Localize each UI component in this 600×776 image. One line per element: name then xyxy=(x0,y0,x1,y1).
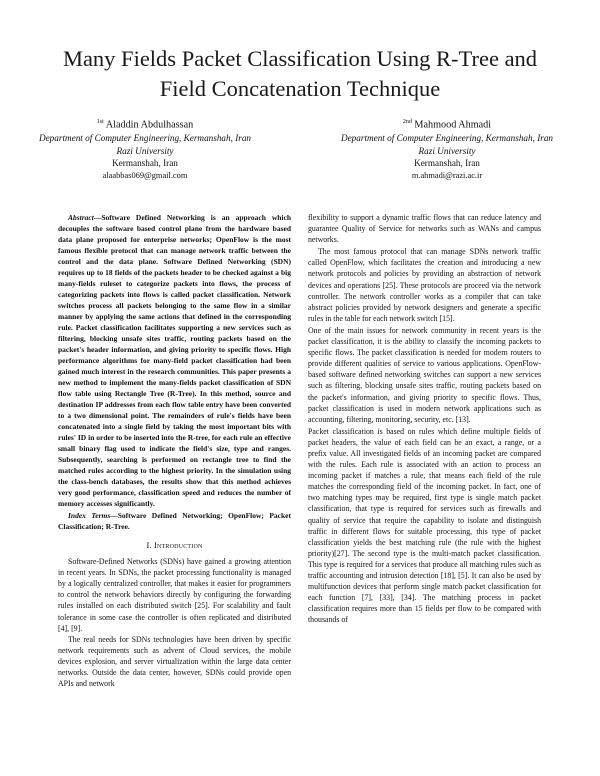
body-paragraph: The real needs for SDNs technologies have been driven by specific network requirements such as advent of Cloud services, the mobile devices explosion, and server virtualization within the large data center networks. Outside the data center, however, SDNs could provide open APIs and network xyxy=(58,634,291,689)
abstract xyxy=(58,212,291,509)
author-block-1 xyxy=(10,116,280,182)
body-paragraph: One of the main issues for network community in recent years is the packet classification, it is the ability to classify the incoming packets to specific flows. The packet classification is needed for modern routers to provide different qualities of service to various applications. OpenFlow-based software defined networking switches can support a new services such as filtering, blocking unsafe sites traffic, routing packets based on the packet's information, and giving priority to specific flows. Thus, packet classification is used in modern network applications such as accounting, filtering, monitoring, security, etc. [13]. xyxy=(308,325,541,424)
index-terms-lead: Index Terms xyxy=(68,511,111,520)
abstract-body: —Software Defined Networking is an approach which decouples the software based control plane from the hardware based data plane proposed for enterprise networks; OpenFlow is the most famous flexible protocol that can manage network traffic between the control and the data plane. Software Defined Networking (SDN) requires up to 18 fields of the packets header to be checked against a big many-fields ruleset to categorize packets into flows, the process of categorizing packets into flows is called packet classification. Network switches process all packets belonging to the same flow in a similar manner by applying the same actions that defined in the corresponding rule. Packet classification facilitates supporting a new services such as filtering, blocking unsafe sites traffic, routing packets based on the packet's header information, and giving priority to specific flows. High performance algorithms for many-field packet classification had been gained much interest in the research communities. This paper presents a new method to implement the many-fields packet classification of SDN flow table using Rectangle Tree (R-Tree). In this method, source and destination IP addresses from each flow table entry have been converted to a two dimensional point. The remainders of rule's fields have been concatenated into a single field by taking the most important bits with rules' ID in order to be inserted into the R-tree, for each rule an effective small binary flag used to indicate the field's size, type and ranges. Subsequently, searching is performed on rectangle tree to find the matched rules according to the highest priority. In the simulation using the class-bench databases, the results show that this method achieves very good performance, classification speed and reduces the number of memory accesses significantly. xyxy=(58,213,291,508)
right-column xyxy=(308,212,541,626)
title-line-1: Many Fields Packet Classification Using R-Tree and xyxy=(62,46,538,71)
author-city: Kermanshah, Iran xyxy=(414,158,480,169)
author-name: $^{2nd}$ Mahmood Ahmadi xyxy=(402,119,492,131)
index-terms-body: —Software Defined Networking; OpenFlow; Packet Classification; R-Tree. xyxy=(58,511,291,531)
author-order: 2nd xyxy=(402,119,412,125)
index-terms xyxy=(58,510,291,532)
title-line-2: Field Concatenation Technique xyxy=(159,76,441,101)
author-email: m.ahmadi@razi.ac.ir xyxy=(411,170,483,180)
author-city: Kermanshah, Iran xyxy=(112,158,178,169)
left-column xyxy=(58,212,291,689)
author-name: $^{1st}$ Aladdin Abdulhassan xyxy=(96,119,194,131)
author-department: Department of Computer Engineering, Kermanshah, Iran xyxy=(38,132,252,143)
paper-title xyxy=(20,44,580,104)
section-heading: I. Introduction xyxy=(146,541,203,550)
body-paragraph: The most famous protocol that can manage SDNs network traffic called OpenFlow, which facilitates the creation and introducing a new network protocols and policies by providing an abstraction of network devices and operations [25]. These protocols are proceed via the network controller. The network controller works as a compiler that can take abstract policies provided by network designers and generate a specific rules in the table for each network switch [15]. xyxy=(308,247,541,323)
body-paragraph: Packet classification is based on rules which define multiple fields of packet headers, the value of each field can be an exact, a range, or a prefix value. All investigated fields of an incoming packet are compared with the rules. Each rule is associated with an action to process an incoming packet if matches a rule, that means each field of the rule matches the corresponding field of the incoming packet. In fact, one of two matching types may be required, first type is single match packet classification, that type is required for services such as firewalls and quality of service that require the capability to isolate and distinguish traffic in different flows for suitable processing, this type of packet classification yields the best matching rule (the rule with the highest priority)[27]. The second type is the multi-match packet classification. This type is required for a services that produce all matching rules such as traffic accounting and intrusion detection [18], [5]. It can also be used by multifunction devices that perform single match packet classification for each function [7], [33], [34]. The matching process in packet classification requires more than 15 fields per flow to be compared with thousands of xyxy=(308,426,541,625)
author-university: Razi University xyxy=(116,145,174,156)
author-university: Razi University xyxy=(418,145,476,156)
body-paragraph: Software-Defined Networks (SDNs) have gained a growing attention in recent years. In SDNs, the packet processing functionality is managed by a logically centralized controller, that makes it easier for programmers to control the network behaviors directly by configuring the forwarding rules installed on each distributed switch [25]. For scalability and fault tolerance in some case the controller is often replicated and distributed [4], [9]. xyxy=(58,557,291,633)
author-email: alaabbas069@gmail.com xyxy=(102,170,188,180)
author-block-2 xyxy=(312,116,582,182)
abstract-lead: Abstract xyxy=(68,213,94,222)
author-department: Department of Computer Engineering, Kermanshah, Iran xyxy=(340,132,554,143)
body-paragraph: flexibility to support a dynamic traffic flows that can reduce latency and guarantee Quality of Service for networks such as WANs and campus networks. xyxy=(308,213,541,245)
author-order: 1st xyxy=(96,119,104,125)
